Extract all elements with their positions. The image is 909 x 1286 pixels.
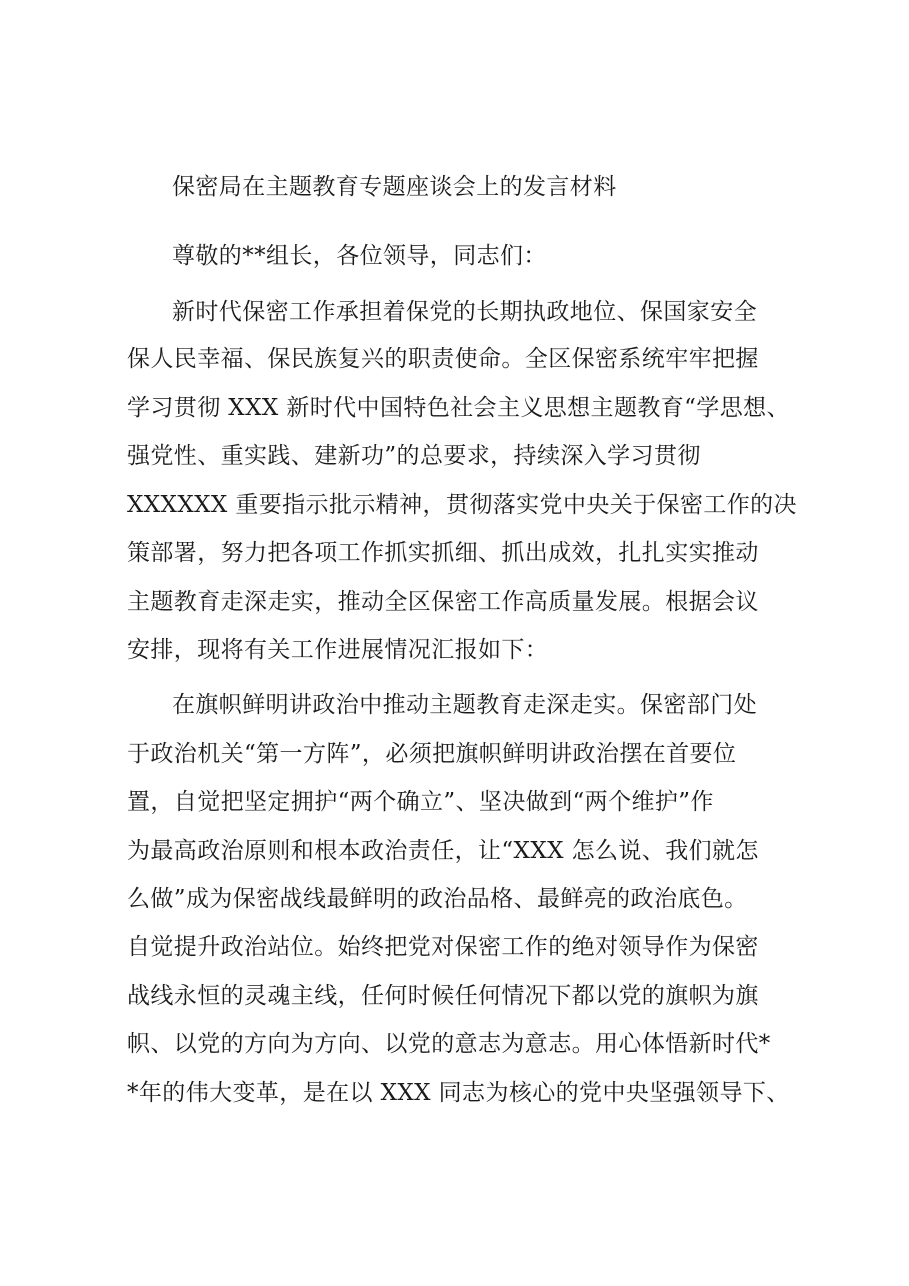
paragraph-line: XXXXXX 重要指示批示精神，贯彻落实党中央关于保密工作的决 [127, 492, 797, 518]
paragraph-line: 为最高政治原则和根本政治责任，让“XXX 怎么说、我们就怎 [127, 838, 759, 864]
paragraph-line: 么做”成为保密战线最鲜明的政治品格、最鲜亮的政治底色。 [127, 886, 748, 912]
paragraph-line: 置，自觉把坚定拥护“两个确立”、坚决做到“两个维护”作 [127, 789, 714, 815]
paragraph-line: 策部署，努力把各项工作抓实抓细、抓出成效，扎扎实实推动 [127, 540, 759, 566]
paragraph-line: 在旗帜鲜明讲政治中推动主题教育走深走实。保密部门处 [172, 692, 757, 718]
paragraph-line: 战线永恒的灵魂主线，任何时候任何情况下都以党的旗帜为旗 [127, 983, 759, 1009]
document-title: 保密局在主题教育专题座谈会上的发言材料 [172, 174, 617, 200]
paragraph-line: 主题教育走深走实，推动全区保密工作高质量发展。根据会议 [127, 589, 759, 615]
salutation: 尊敬的**组长，各位领导，同志们： [172, 243, 547, 269]
paragraph-line: *年的伟大变革，是在以 XXX 同志为核心的党中央坚强领导下、 [127, 1080, 790, 1106]
paragraph-line: 自觉提升政治站位。始终把党对保密工作的绝对领导作为保密 [127, 934, 759, 960]
paragraph-line: 帜、以党的方向为方向、以党的意志为意志。用心体悟新时代* [127, 1031, 771, 1057]
paragraph-line: 于政治机关“第一方阵”，必须把旗帜鲜明讲政治摆在首要位 [127, 741, 737, 767]
paragraph-line: 保人民幸福、保民族复兴的职责使命。全区保密系统牢牢把握 [127, 346, 759, 372]
paragraph-line: 安排，现将有关工作进展情况汇报如下： [127, 637, 549, 663]
paragraph-line: 强党性、重实践、建新功”的总要求，持续深入学习贯彻 [127, 443, 701, 469]
paragraph-line: 学习贯彻 XXX 新时代中国特色社会主义思想主题教育“学思想、 [127, 395, 790, 421]
paragraph-line: 新时代保密工作承担着保党的长期执政地位、保国家安全 [172, 299, 757, 325]
